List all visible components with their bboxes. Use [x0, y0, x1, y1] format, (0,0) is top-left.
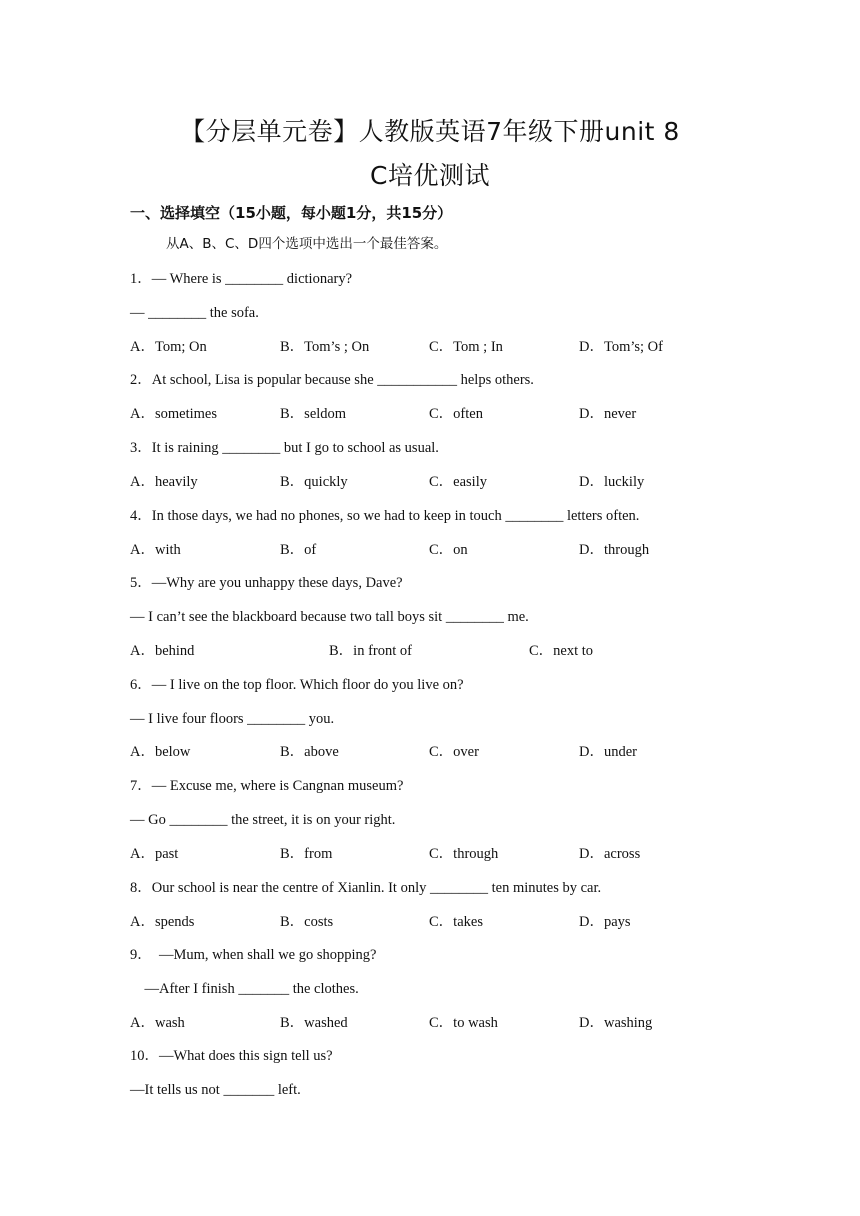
- question-7-options: [130, 843, 830, 865]
- document-title-line-1: 【分层单元卷】人教版英语7年级下册unit 8: [180, 117, 680, 146]
- question-4-options: [130, 539, 830, 561]
- question-7-line-1: 7．— Excuse me, where is Cangnan museum?: [130, 778, 404, 794]
- option-a: A．sometimes: [130, 406, 217, 422]
- option-d: D．never: [579, 406, 637, 422]
- question-1-options: [130, 336, 830, 358]
- option-b: B．quickly: [280, 474, 348, 490]
- question-9-line-1: 9． —Mum, when shall we go shopping?: [130, 947, 377, 963]
- question-3-line-1: 3．It is raining ________ but I go to school as usual.: [130, 440, 439, 456]
- question-10-line-1: 10．—What does this sign tell us?: [130, 1048, 333, 1064]
- option-b: B．of: [280, 542, 317, 558]
- option-c: C．often: [429, 406, 483, 422]
- option-a: A．with: [130, 542, 181, 558]
- option-d: D．under: [579, 744, 637, 760]
- option-c: C．to wash: [429, 1015, 498, 1031]
- option-a: A．Tom; On: [130, 339, 207, 355]
- document-title-line-2: C培优测试: [370, 161, 490, 190]
- question-8-options: [130, 911, 830, 933]
- question-9-options: [130, 1012, 830, 1034]
- question-2-line-1: 2．At school, Lisa is popular because she ___________ helps others.: [130, 372, 534, 388]
- section-instruction: 从A、B、C、D四个选项中选出一个最佳答案。: [166, 236, 448, 252]
- question-6-line-2: — I live four floors ________ you.: [130, 711, 335, 727]
- question-6-options: [130, 741, 830, 763]
- question-10-line-2: —It tells us not _______ left.: [130, 1082, 301, 1098]
- option-d: D．across: [579, 846, 641, 862]
- option-c: C．next to: [529, 643, 594, 659]
- question-9-line-2: —After I finish _______ the clothes.: [130, 981, 359, 997]
- question-1-line-2: — ________ the sofa.: [130, 305, 259, 321]
- option-c: C．easily: [429, 474, 487, 490]
- section-heading: 一、选择填空（15小题，每小题1分，共15分）: [130, 204, 453, 222]
- question-1-line-1: 1．— Where is ________ dictionary?: [130, 271, 353, 287]
- question-4-line-1: 4．In those days, we had no phones, so we had to keep in touch ________ letters often.: [130, 508, 640, 524]
- option-c: C．on: [429, 542, 468, 558]
- option-b: B．Tom’s ; On: [280, 339, 370, 355]
- option-b: B．from: [280, 846, 333, 862]
- option-a: A．wash: [130, 1015, 185, 1031]
- option-b: B．seldom: [280, 406, 347, 422]
- question-7-line-2: — Go ________ the street, it is on your right.: [130, 812, 396, 828]
- option-d: D．washing: [579, 1015, 653, 1031]
- option-a: A．behind: [130, 643, 195, 659]
- question-5-line-2: — I can’t see the blackboard because two tall boys sit ________ me.: [130, 609, 529, 625]
- option-d: D．through: [579, 542, 650, 558]
- question-5-line-1: 5．—Why are you unhappy these days, Dave?: [130, 575, 403, 591]
- question-8-line-1: 8．Our school is near the centre of Xianlin. It only ________ ten minutes by car.: [130, 880, 602, 896]
- option-c: C．takes: [429, 914, 483, 930]
- option-d: D．pays: [579, 914, 631, 930]
- option-c: C．over: [429, 744, 479, 760]
- question-6-line-1: 6．— I live on the top floor. Which floor do you live on?: [130, 677, 464, 693]
- option-a: A．below: [130, 744, 191, 760]
- question-5-options: [130, 640, 830, 662]
- option-c: C．through: [429, 846, 499, 862]
- option-a: A．heavily: [130, 474, 198, 490]
- option-c: C．Tom ; In: [429, 339, 503, 355]
- question-2-options: [130, 403, 830, 425]
- option-a: A．past: [130, 846, 179, 862]
- question-3-options: [130, 471, 830, 493]
- option-b: B．above: [280, 744, 339, 760]
- option-a: A．spends: [130, 914, 195, 930]
- option-b: B．costs: [280, 914, 334, 930]
- option-d: D．Tom’s; Of: [579, 339, 663, 355]
- option-b: B．washed: [280, 1015, 348, 1031]
- option-d: D．luckily: [579, 474, 645, 490]
- option-b: B．in front of: [329, 643, 412, 659]
